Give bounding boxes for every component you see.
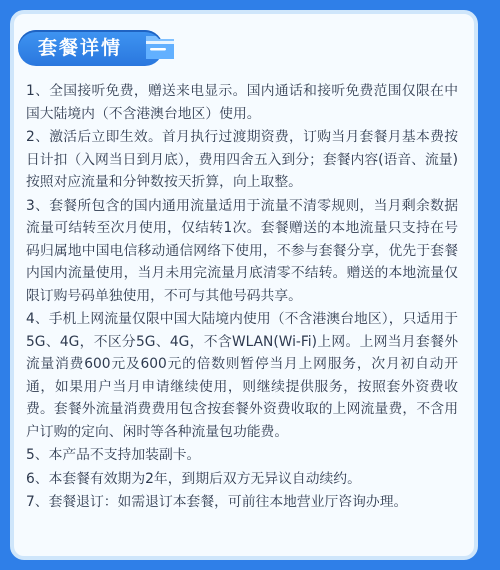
folder-icon (140, 26, 180, 66)
detail-item-4: 4、手机上网流量仅限中国大陆境内使用（不含港澳台地区），只适用于5G、4G，不区分5G、4G，不含WLAN(Wi-Fi)上网。上网当月套餐外流量消费600元及600元的倍数则暂停当月上网服务，次月初自动开通，如果用户当月申请继续使用，则继续提供服务，按照套外资费收费。套餐外流量消费费用包含按套餐外资费收取的上网流量费，不含用户订购的定向、闲时等各种流量包功能费。 (26, 311, 458, 440)
detail-content (26, 80, 458, 515)
detail-item-7: 7、套餐退订：如需退订本套餐，可前往本地营业厅咨询办理。 (26, 494, 408, 510)
detail-item-2: 2、激活后立即生效。首月执行过渡期资费，订购当月套餐月基本费按日计扣（入网当日到月底），费用四舍五入到分；套餐内容(语音、流量)按照对应流量和分钟数按天折算，向上取整。 (26, 129, 458, 190)
detail-item-1: 1、全国接听免费，赠送来电显示。国内通话和接听免费范围仅限在中国大陆境内（不含港澳台地区）使用。 (26, 83, 458, 122)
section-title: 套餐详情 (38, 37, 123, 59)
detail-item-3: 3、套餐所包含的国内通用流量适用于流量不清零规则，当月剩余数据流量可结转至次月使用，仅结转1次。套餐赠送的本地流量只支持在号码归属地中国电信移动通信网络下使用，不参与套餐分享，优先于套餐内国内流量使用，当月未用完流量月底清零不结转。赠送的本地流量仅限订购号码单独使用，不可与其他号码共享。 (26, 197, 458, 304)
detail-item-5: 5、本产品不支持加装副卡。 (26, 447, 201, 463)
detail-item-6: 6、本套餐有效期为2年，到期后双方无异议自动续约。 (26, 470, 361, 487)
